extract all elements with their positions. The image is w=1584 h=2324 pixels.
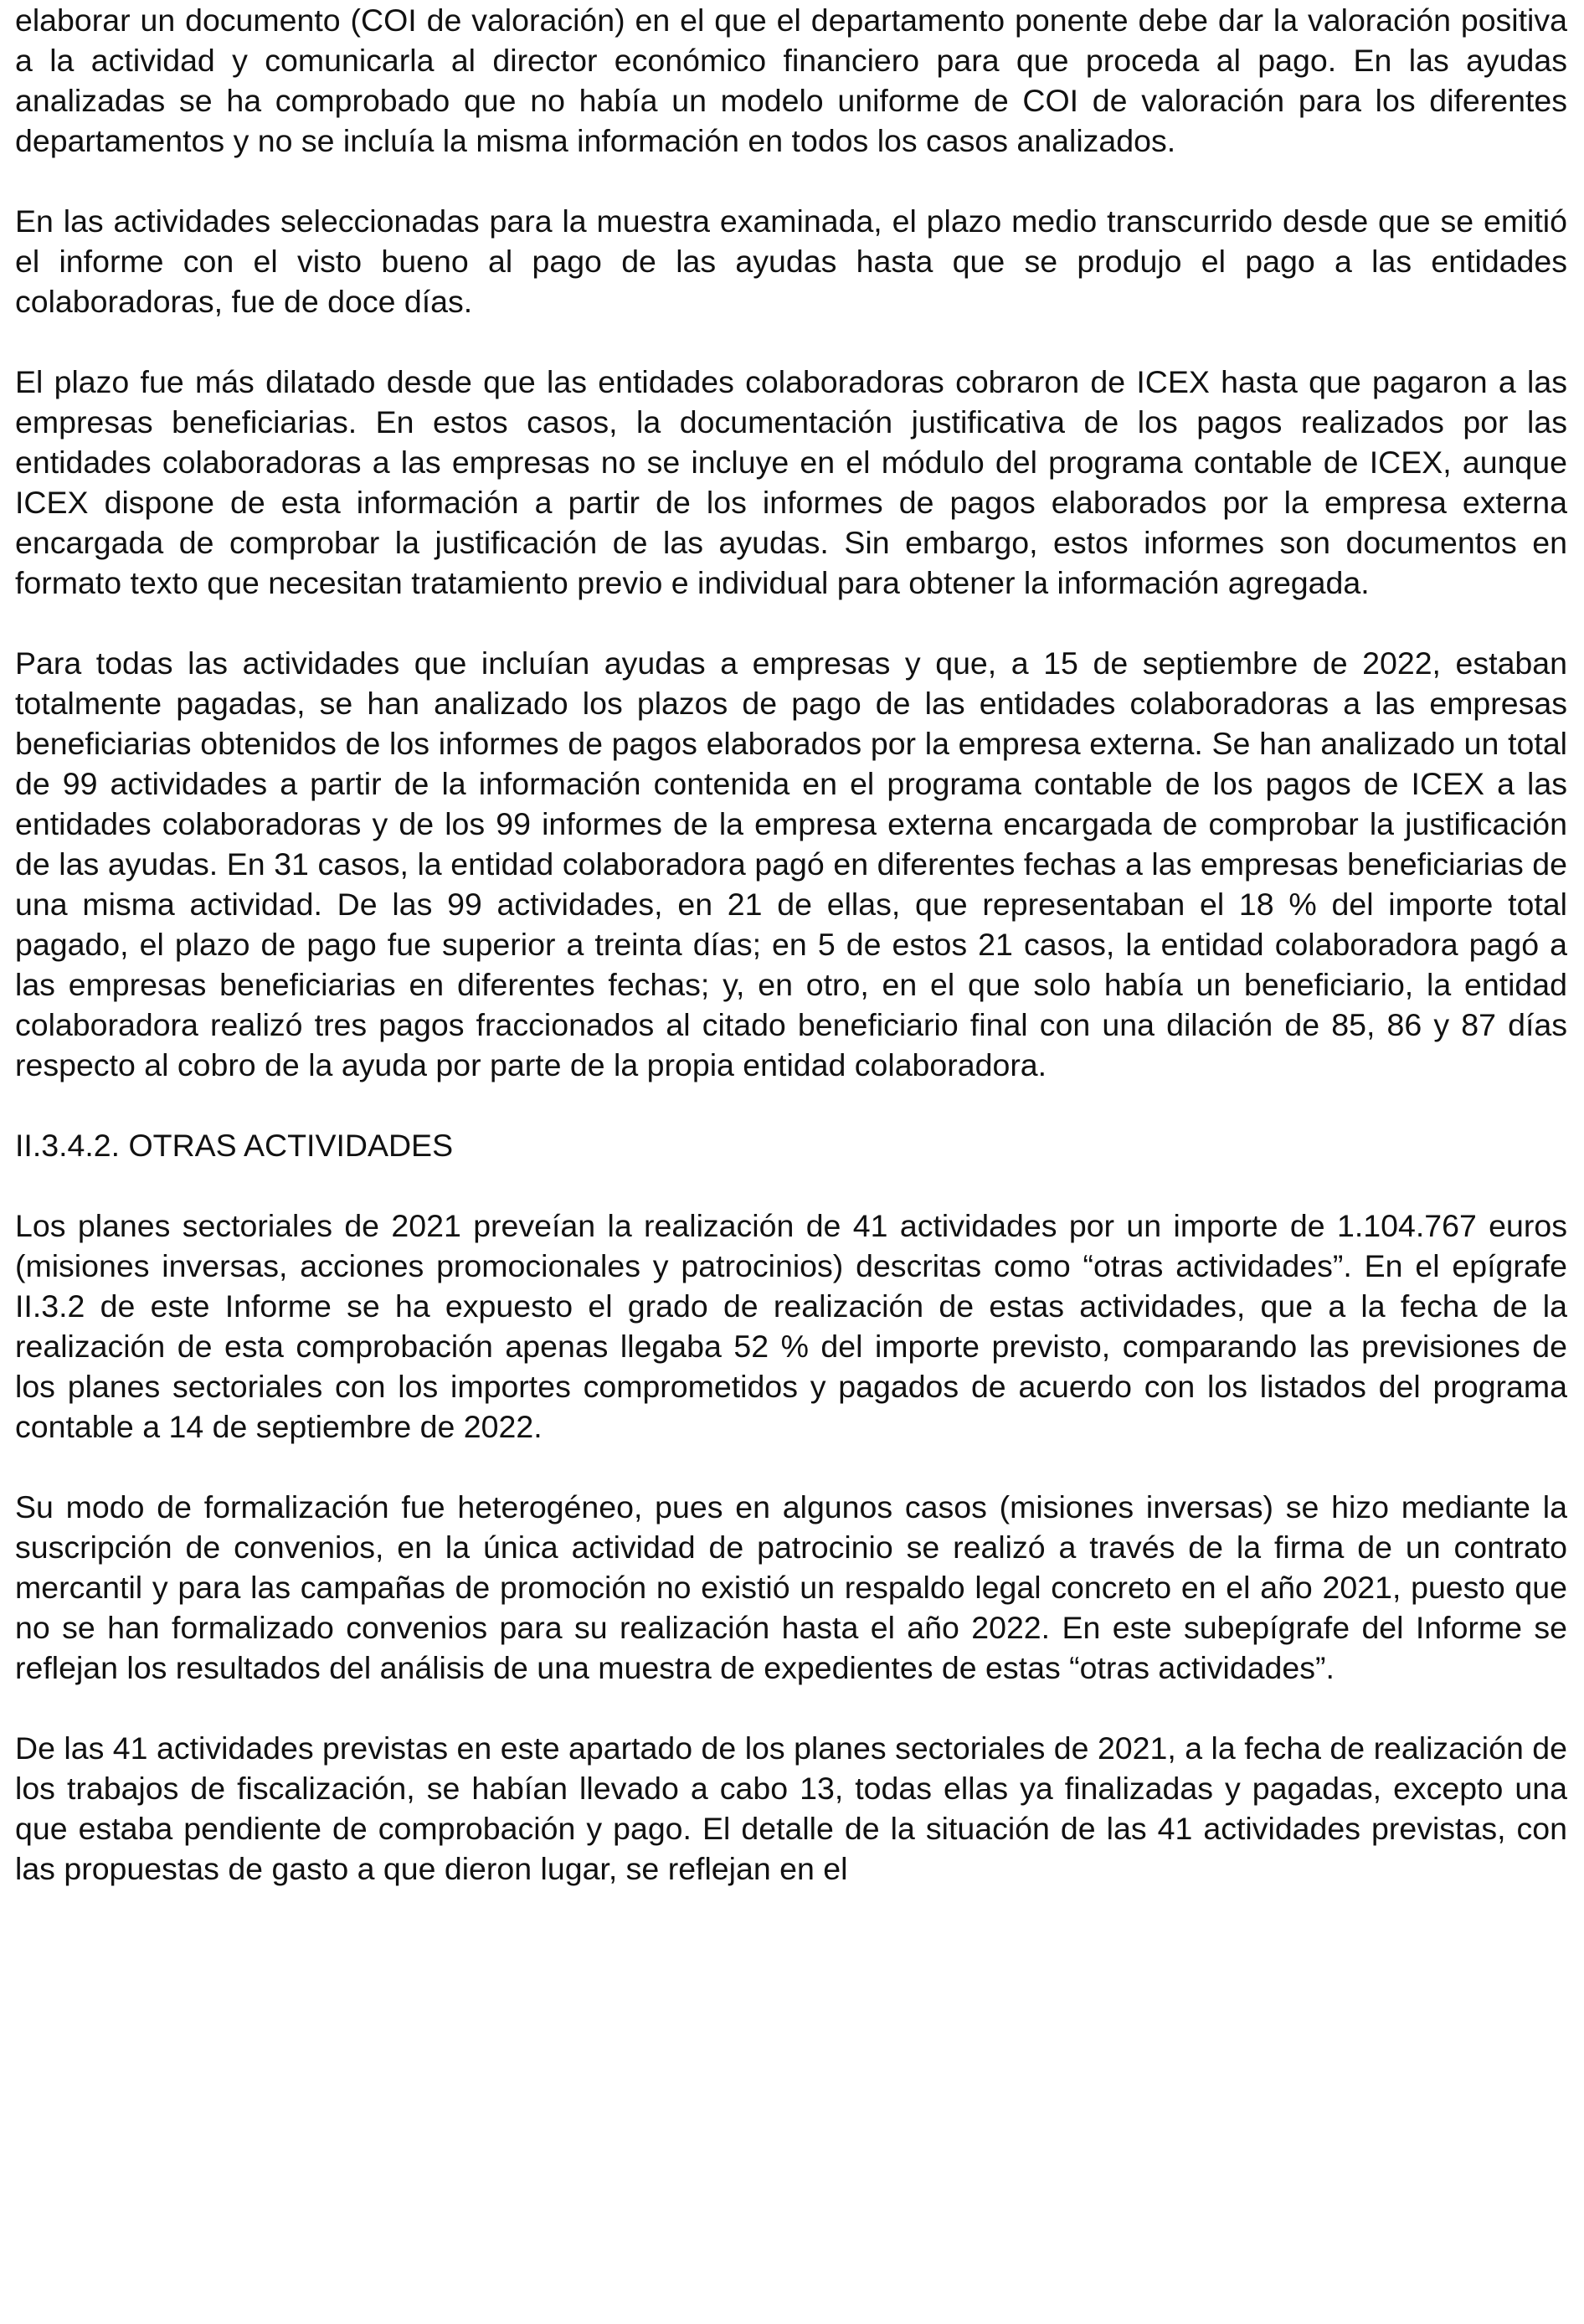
- document-page: [15, 0, 1567, 1929]
- paragraph-analisis-plazos: Para todas las actividades que incluían ayudas a empresas y que, a 15 de septiembre de 2022, estaban totalmente pagadas, se han analizado los plazos de pago de las entidades colaboradoras a las empresas beneficiarias obtenidos de los informes de pagos elaborados por la empresa externa. Se han analizado un total de 99 actividades a partir de la información contenida en el programa contable de los pagos de ICEX a las entidades colaboradoras y de los 99 informes de la empresa externa encargada de comprobar la justificación de las ayudas. En 31 casos, la entidad colaboradora pagó en diferentes fechas a las empresas beneficiarias de una misma actividad. De las 99 actividades, en 21 de ellas, que representaban el 18 % del importe total pagado, el plazo de pago fue superior a treinta días; en 5 de estos 21 casos, la entidad colaboradora pagó a las empresas beneficiarias en diferentes fechas; y, en otro, en el que solo había un beneficiario, la entidad colaboradora realizó tres pagos fraccionados al citado beneficiario final con una dilación de 85, 86 y 87 días respecto al cobro de la ayuda por parte de la propia entidad colaboradora.: [15, 645, 1567, 1082]
- paragraph-modo-formalizacion: Su modo de formalización fue heterogéneo, pues en algunos casos (misiones inversas) se hizo mediante la suscripción de convenios, en la única actividad de patrocinio se realizó a través de la firma de un contrato mercantil y para las campañas de promoción no existió un respaldo legal concreto en el año 2021, puesto que no se han formalizado convenios para su realización hasta el año 2022. En este subepígrafe del Informe se reflejan los resultados del análisis de una muestra de expedientes de estas “otras actividades”.: [15, 1489, 1567, 1685]
- paragraph-actividades-previstas: De las 41 actividades previstas en este apartado de los planes sectoriales de 2021, a la fecha de realización de los trabajos de fiscalización, se habían llevado a cabo 13, todas ellas ya finalizadas y pagadas, excepto una que estaba pendiente de comprobación y pago. El detalle de la situación de las 41 actividades previstas, con las propuestas de gasto a que dieron lugar, se reflejan en el: [15, 1730, 1567, 1886]
- paragraph-coi-valoracion: elaborar un documento (COI de valoración) en el que el departamento ponente debe dar la valoración positiva a la actividad y comunicarla al director económico financiero para que proceda al pago. En las ayudas analizadas se ha comprobado que no había un modelo uniforme de COI de valoración para los diferentes departamentos y no se incluía la misma información en todos los casos analizados.: [15, 3, 1567, 158]
- paragraph-planes-sectoriales: Los planes sectoriales de 2021 preveían la realización de 41 actividades por un importe de 1.104.767 euros (misiones inversas, acciones promocionales y patrocinios) descritas como “otras actividades”. En el epígrafe II.3.2 de este Informe se ha expuesto el grado de realización de estas actividades, que a la fecha de la realización de esta comprobación apenas llegaba 52 % del importe previsto, comparando las previsiones de los planes sectoriales con los importes comprometidos y pagados de acuerdo con los listados del programa contable a 14 de septiembre de 2022.: [15, 1208, 1567, 1444]
- section-heading: II.3.4.2. OTRAS ACTIVIDADES: [15, 1128, 454, 1163]
- paragraph-plazo-dilatado: El plazo fue más dilatado desde que las entidades colaboradoras cobraron de ICEX hasta que pagaron a las empresas beneficiarias. En estos casos, la documentación justificativa de los pagos realizados por las entidades colaboradoras a las empresas no se incluye en el módulo del programa contable de ICEX, aunque ICEX dispone de esta información a partir de los informes de pagos elaborados por la empresa externa encargada de comprobar la justificación de las ayudas. Sin embargo, estos informes son documentos en formato texto que necesitan tratamiento previo e individual para obtener la información agregada.: [15, 364, 1567, 600]
- paragraph-plazo-medio: En las actividades seleccionadas para la muestra examinada, el plazo medio transcurrido desde que se emitió el informe con el visto bueno al pago de las ayudas hasta que se produjo el pago a las entidades colaboradoras, fue de doce días.: [15, 203, 1567, 319]
